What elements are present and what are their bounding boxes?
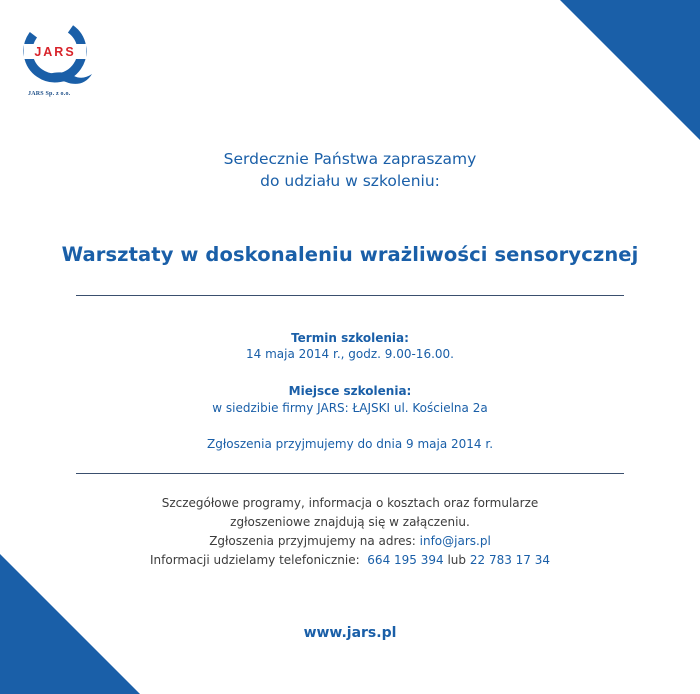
intro-line-2: do udziału w szkoleniu: xyxy=(260,172,440,190)
website-link[interactable]: www.jars.pl xyxy=(303,625,397,641)
details-line-2: zgłoszeniowe znajdują się w załączeniu. xyxy=(230,515,470,529)
phone-separator: lub xyxy=(447,553,467,567)
registration-deadline: Zgłoszenia przyjmujemy do dnia 9 maja 2014 r. xyxy=(206,437,494,451)
divider-bottom xyxy=(76,473,624,474)
term-label: Termin szkolenia: xyxy=(291,331,409,345)
logo-caption: JARS Sp. z o.o. xyxy=(28,91,71,97)
email-link[interactable]: info@jars.pl xyxy=(419,534,491,548)
corner-decoration-top-right xyxy=(560,0,700,140)
phone-number-1: 664 195 394 xyxy=(367,553,444,567)
details-line-3 xyxy=(0,532,700,551)
corner-decoration-bottom-left xyxy=(0,554,140,694)
phone-number-2: 22 783 17 34 xyxy=(469,553,551,567)
intro-line-1: Serdecznie Państwa zapraszamy xyxy=(223,150,477,168)
logo-brand-text: JARS xyxy=(34,45,76,59)
phone-prefix: Informacji udzielamy telefonicznie: xyxy=(149,553,360,567)
term-value: 14 maja 2014 r., godz. 9.00-16.00. xyxy=(246,347,454,361)
email-prefix: Zgłoszenia przyjmujemy na adres: xyxy=(209,534,416,548)
details-text xyxy=(0,494,700,570)
intro-text xyxy=(0,148,700,192)
place-value: w siedzibie firmy JARS: ŁAJSKI ul. Kościelna 2a xyxy=(212,401,488,415)
training-title: Warsztaty w doskonaleniu wrażliwości sensorycznej xyxy=(61,243,639,266)
details-line-1: Szczegółowe programy, informacja o kosztach oraz formularze xyxy=(161,496,539,510)
details-line-4 xyxy=(0,551,700,570)
place-label: Miejsce szkolenia: xyxy=(288,384,412,398)
divider-top xyxy=(76,295,624,296)
